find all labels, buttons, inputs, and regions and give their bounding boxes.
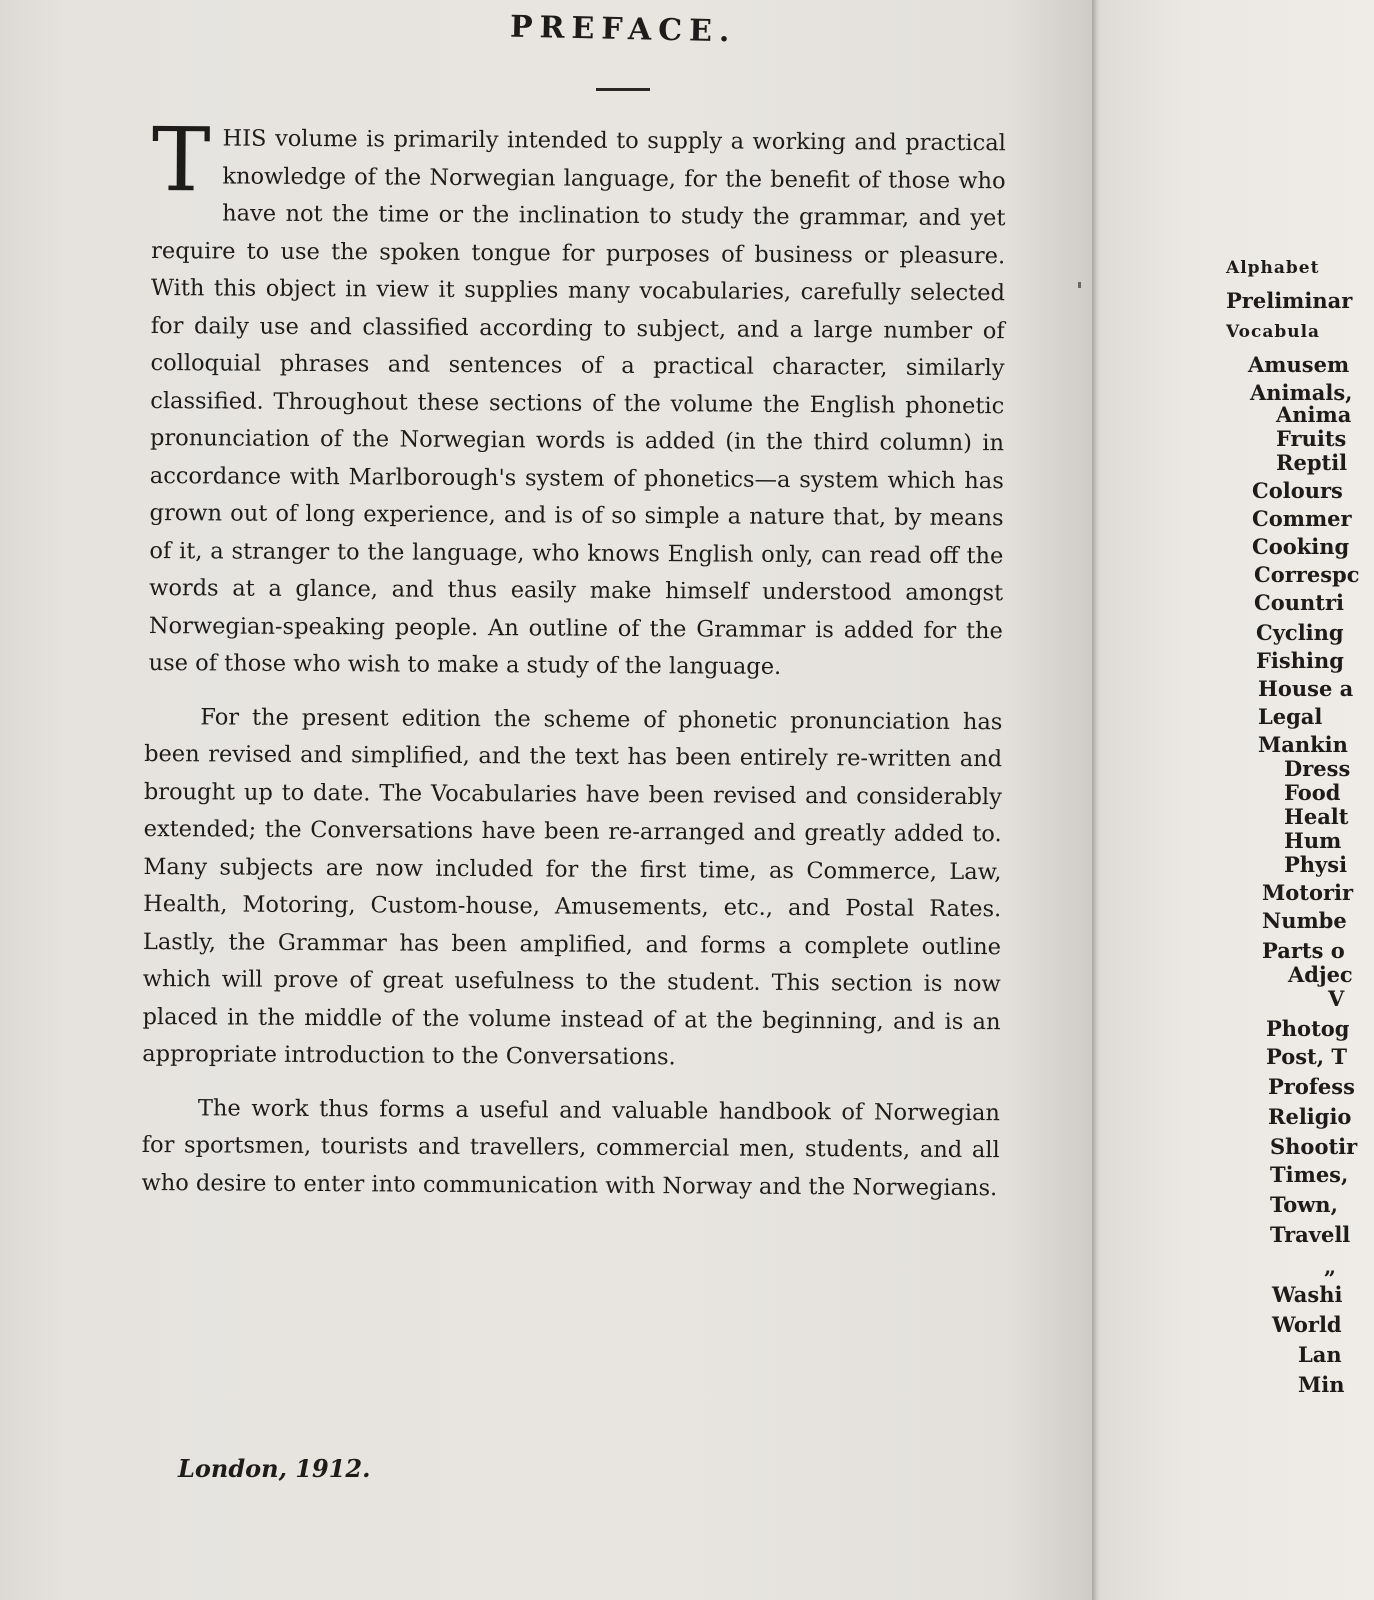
contents-entry: Parts o — [1262, 938, 1345, 963]
contents-entry: Dress — [1284, 756, 1351, 781]
contents-entry: Fishing — [1256, 648, 1344, 673]
preface-paragraph: For the present edition the scheme of phonetic pronunciation has been revised and simplified, and the text has been entirely re-written and brought up to date. The Vocabularies have been revised and considerably extended; the Conversations have been re-arranged and greatly added to. Many subjects are now included for the first time, as Commerce, Law, Health, Motoring, Custom-house, Amusements, etc., and Postal Rates. Lastly, the Grammar has been amplified, and forms a complete outline which will prove of great usefulness to the student. This section is now placed in the middle of the volume instead of at the beginning, and is an appropriate introduction to the Conversations. — [142, 703, 1003, 1071]
contents-entry: Amusem — [1248, 352, 1350, 377]
contents-entry: Post, T — [1266, 1044, 1348, 1069]
contents-entry: World — [1272, 1312, 1342, 1337]
page-title: PREFACE. — [509, 9, 737, 50]
preface-paragraph: THIS volume is primarily intended to supply a working and practical knowledge of the Norwegian language, for the benefit of those who have not the time or the inclination to study the grammar, and yet require to use the spoken tongue for purposes of business or pleasure. With this object in view it supplies many vocabularies, carefully selected for daily use and classified according to subject, and a large number of colloquial phrases and sentences of a practical character, similarly classified. Throughout these sections of the volume the English phonetic pronunciation of the Norwegian words is added (in the third column) in accordance with Marlborough's system of phonetics—a system which has grown out of long experience, and is of so simple a nature that, by means of it, a stranger to the language, who knows English only, can read off the words at a glance, and thus easily make himself understood amongst Norwegian-speaking people. An outline of the Grammar is added for the use of those who wish to make a study of the language. — [148, 108, 1006, 680]
contents-entry: Religio — [1268, 1104, 1352, 1129]
contents-entry: Hum — [1284, 828, 1342, 853]
contents-entry: Numbe — [1262, 908, 1347, 933]
contents-entry: Times, — [1270, 1162, 1349, 1187]
contents-entry: Physi — [1284, 852, 1348, 877]
contents-entry: Vocabula — [1226, 322, 1321, 342]
contents-entry: Adjec — [1288, 962, 1353, 987]
contents-page — [1100, 0, 1374, 1600]
contents-entry: Fruits — [1276, 426, 1347, 451]
contents-entry: Correspc — [1254, 562, 1360, 587]
contents-entry: Town, — [1270, 1192, 1338, 1217]
contents-entry: „ — [1324, 1254, 1337, 1279]
preface-body — [141, 108, 1006, 1207]
contents-entry: Mankin — [1258, 732, 1348, 757]
contents-entry: Colours — [1252, 478, 1343, 503]
contents-entry: Motorir — [1262, 880, 1354, 905]
contents-list — [1100, 0, 1374, 1600]
contents-entry: Shootir — [1270, 1134, 1358, 1159]
page-mark — [1078, 282, 1081, 288]
preface-paragraph: The work thus forms a useful and valuable handbook of Norwegian for sportsmen, tourists and travellers, commercial men, students, and all who desire to enter into communication with Norway and the Norwegians. — [141, 1094, 1001, 1201]
book-gutter — [1092, 0, 1100, 1600]
contents-entry: Lan — [1298, 1342, 1342, 1367]
contents-entry: Min — [1298, 1372, 1345, 1397]
contents-entry: Travell — [1270, 1222, 1351, 1247]
preface-signature: London, 1912. — [178, 1454, 371, 1483]
contents-entry: Alphabet — [1226, 258, 1320, 278]
contents-entry: V — [1328, 986, 1345, 1011]
contents-entry: Countri — [1254, 590, 1344, 615]
title-rule — [596, 88, 650, 91]
contents-entry: Washi — [1272, 1282, 1343, 1307]
contents-entry: Food — [1284, 780, 1341, 805]
contents-entry: Healt — [1284, 804, 1349, 829]
contents-entry: Animals, — [1250, 380, 1353, 405]
contents-entry: Anima — [1276, 402, 1352, 427]
contents-entry: Cycling — [1256, 620, 1344, 645]
contents-entry: Reptil — [1276, 450, 1348, 475]
contents-entry: Cooking — [1252, 534, 1350, 559]
contents-entry: Photog — [1266, 1016, 1350, 1041]
contents-entry: Preliminar — [1226, 288, 1353, 313]
contents-entry: Profess — [1268, 1074, 1355, 1099]
contents-entry: Legal — [1258, 704, 1323, 729]
contents-entry: Commer — [1252, 506, 1352, 531]
contents-entry: House a — [1258, 676, 1354, 701]
